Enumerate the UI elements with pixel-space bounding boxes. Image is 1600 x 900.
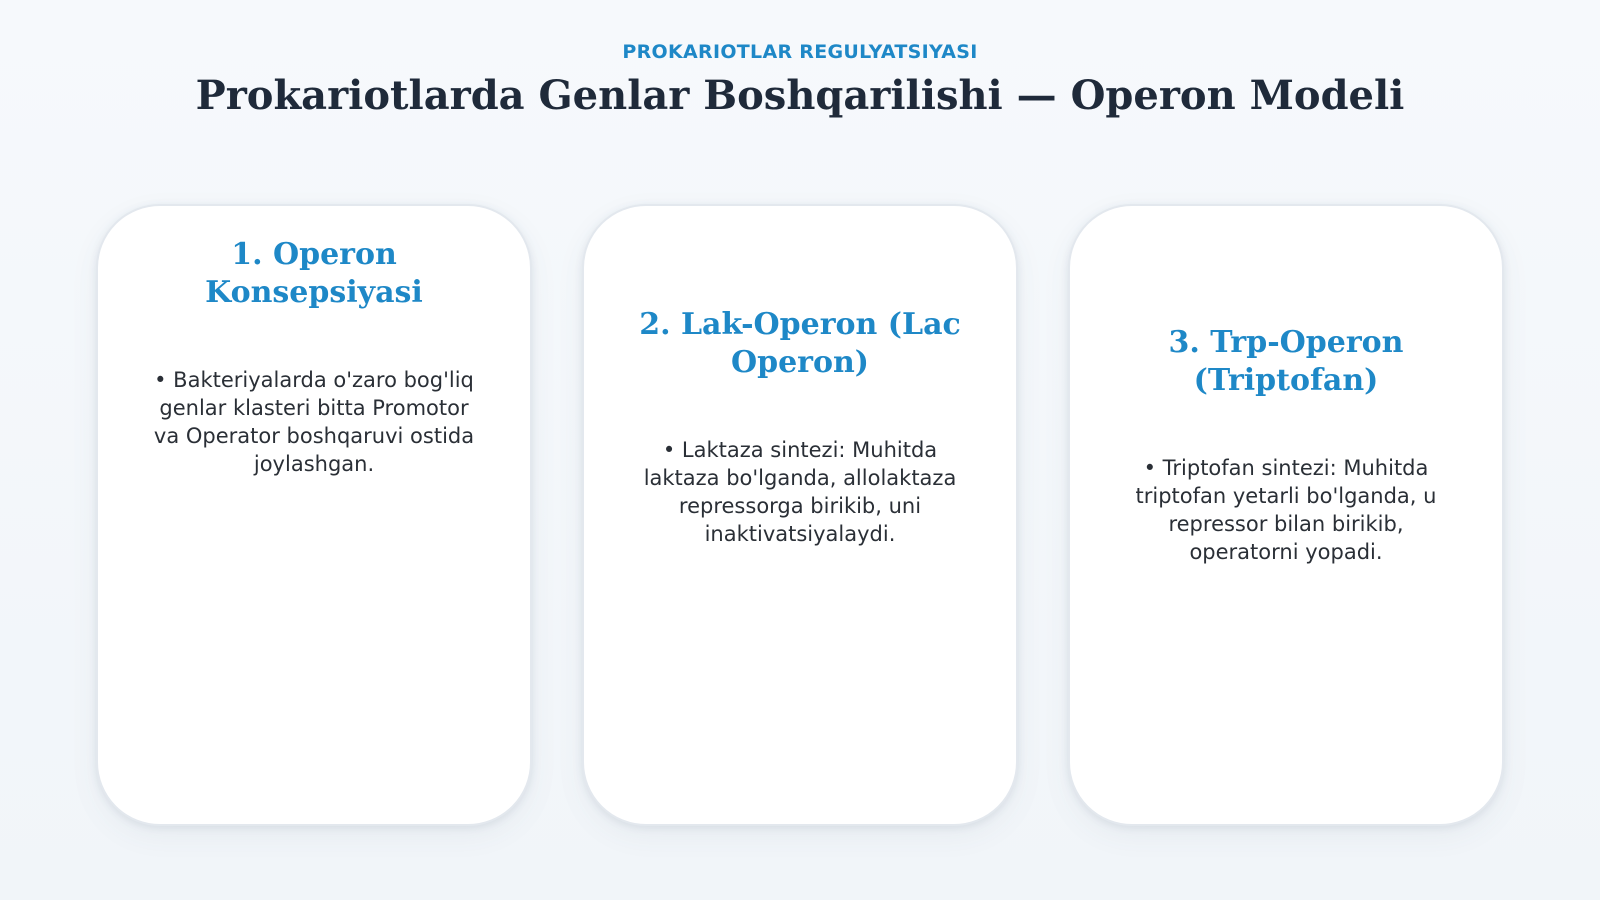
section-eyebrow: PROKARIOTLAR REGULYATSIYASI (622, 41, 978, 63)
card-text: • Laktaza sintezi: Muhitda laktaza bo'lganda, allolaktaza repressorga birikib, uni inaktivatsiyalaydi. (643, 438, 957, 546)
card-trp-operon (1068, 204, 1504, 826)
card-text: • Bakteriyalarda o'zaro bog'liq genlar klasteri bitta Promotor va Operator boshqaruvi ostida joylashgan. (153, 368, 475, 476)
cards-row (96, 204, 1504, 828)
card-title: 2. Lak-Operon (Lac Operon) (639, 307, 961, 380)
card-operon-concept (96, 204, 532, 826)
card-text: • Triptofan sintezi: Muhitda triptofan yetarli bo'lganda, u repressor bilan birikib, operatorni yopadi. (1135, 456, 1437, 564)
card-title: 1. Operon Konsepsiyasi (205, 237, 423, 310)
card-lac-operon (582, 204, 1018, 826)
slide-header (0, 40, 1600, 120)
slide-title: Prokariotlarda Genlar Boshqarilishi — Operon Modeli (195, 72, 1405, 119)
card-title: 3. Trp-Operon (Triptofan) (1168, 325, 1404, 398)
